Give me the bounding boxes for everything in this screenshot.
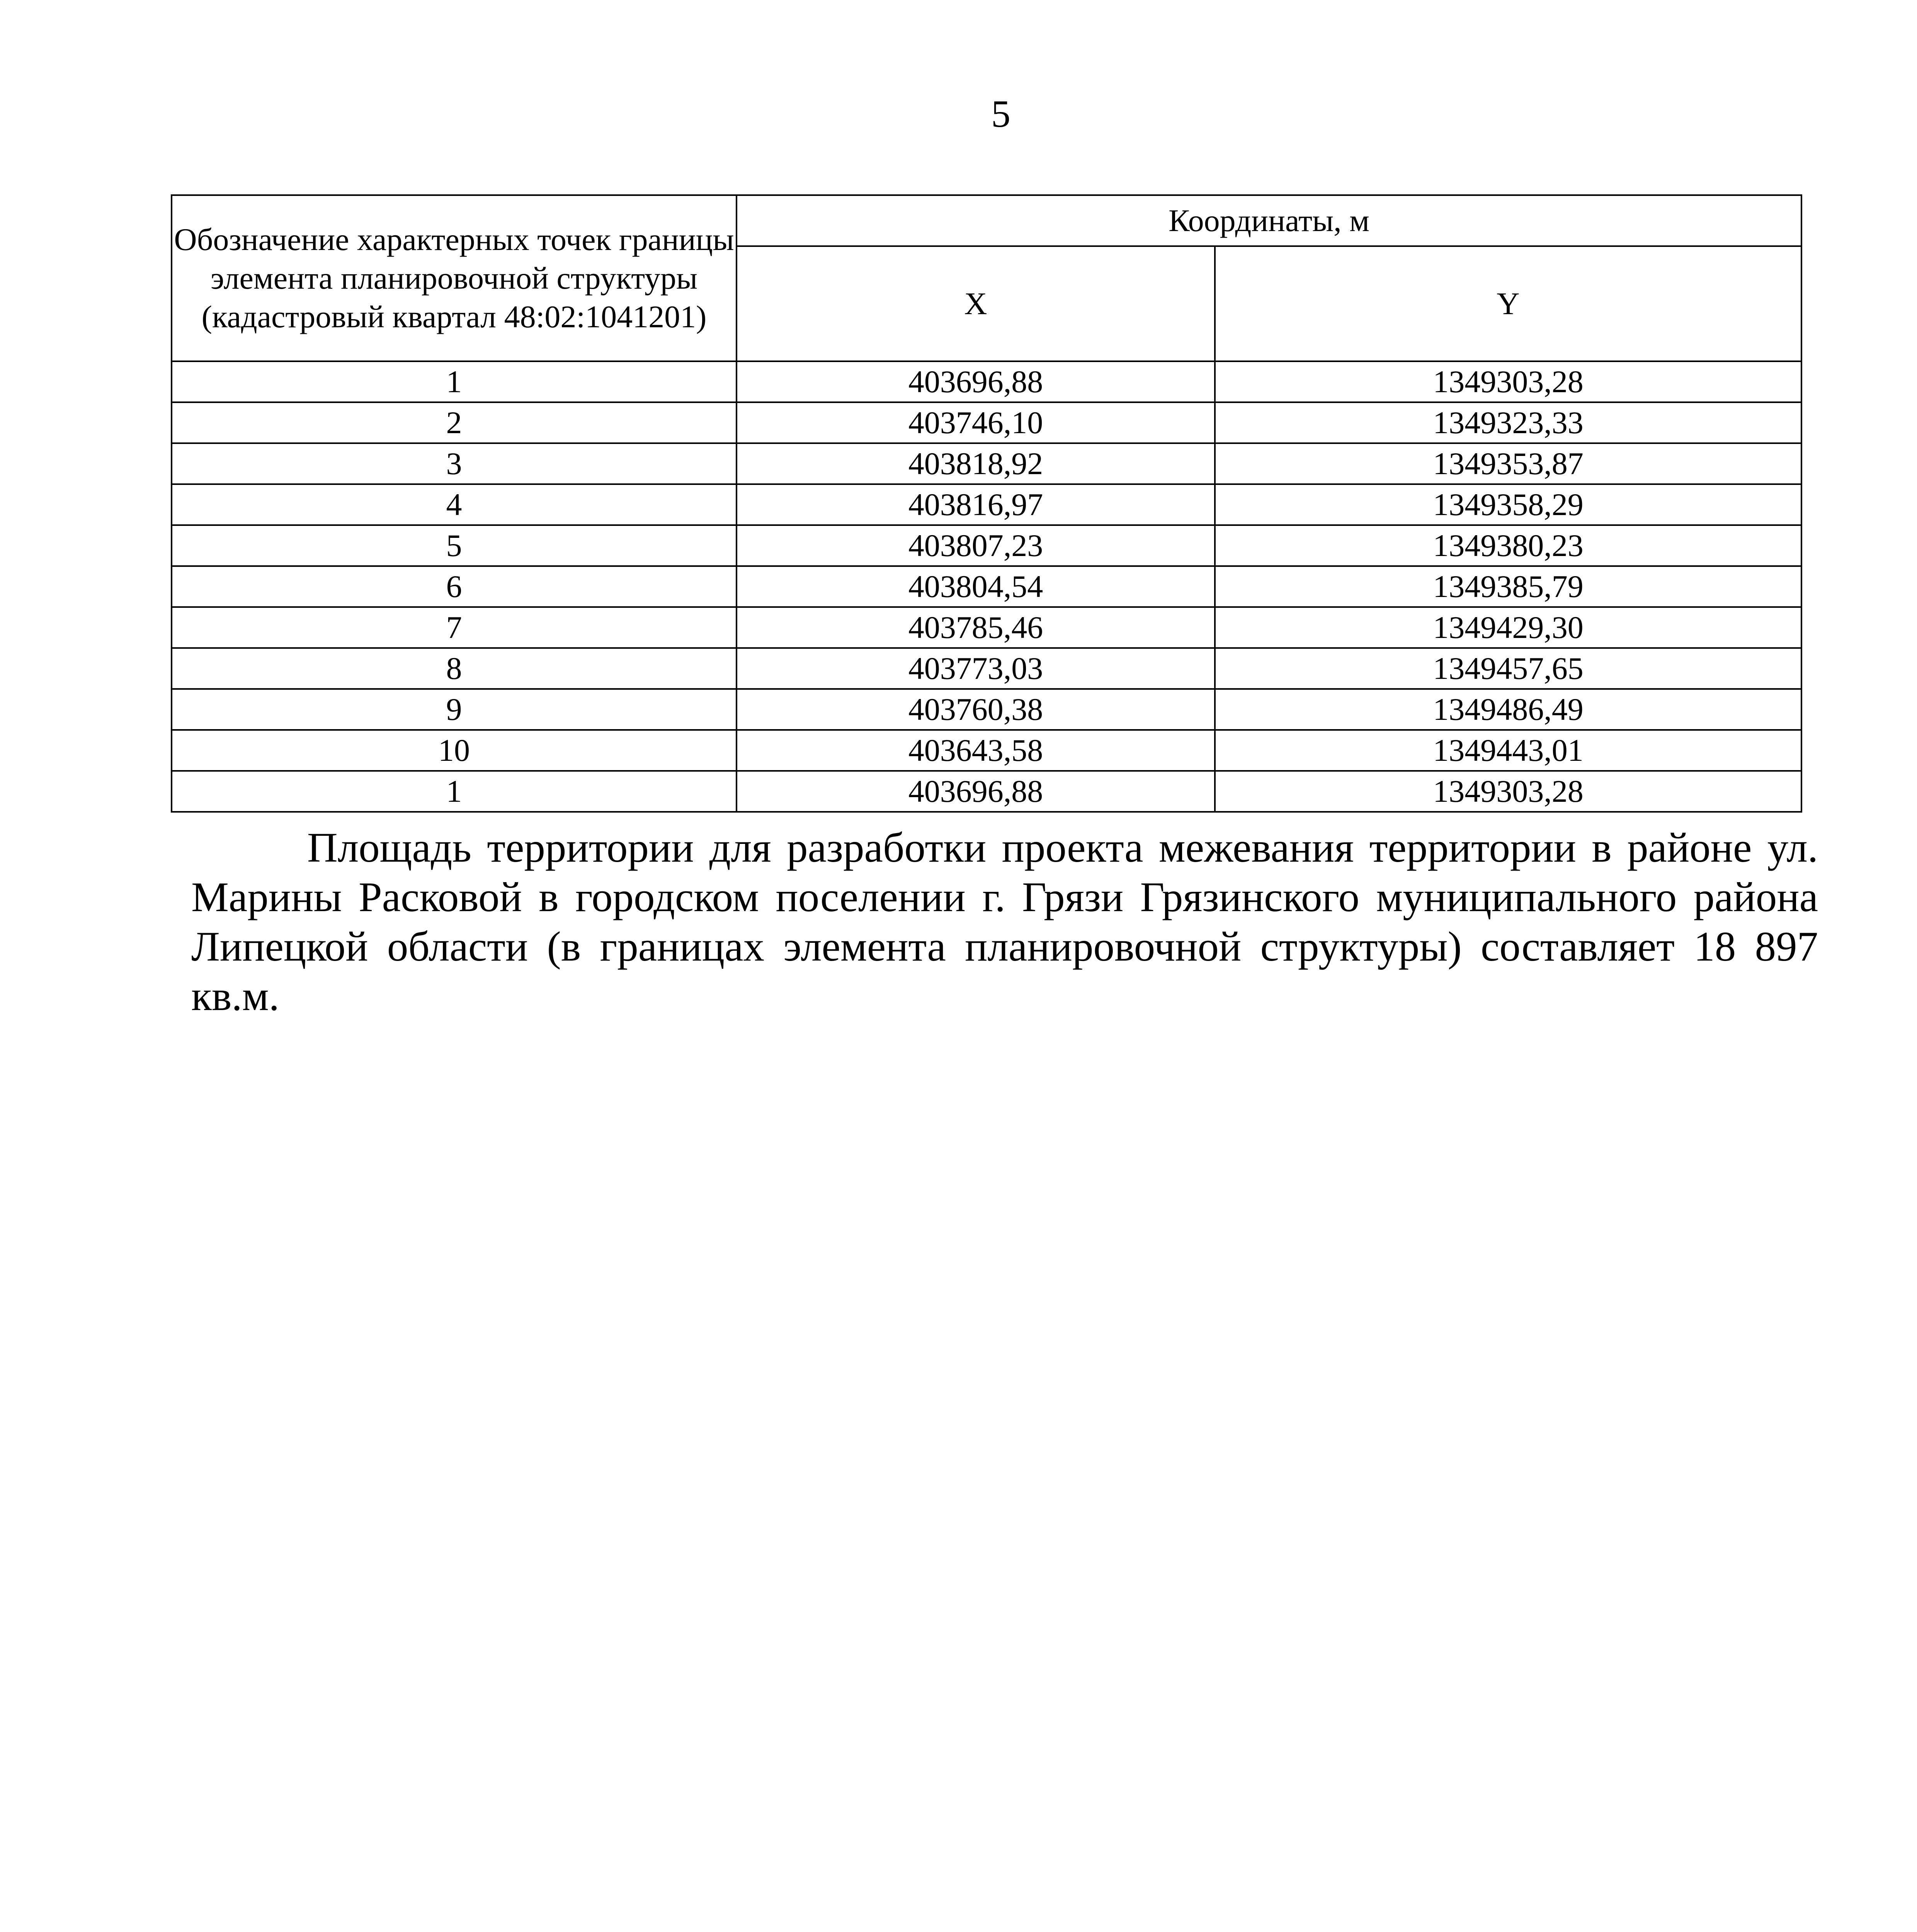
y-cell: 1349323,33	[1215, 402, 1801, 443]
y-cell: 1349457,65	[1215, 648, 1801, 689]
point-cell: 10	[172, 730, 737, 771]
x-cell: 403818,92	[737, 443, 1215, 484]
x-cell: 403773,03	[737, 648, 1215, 689]
table-row	[172, 730, 1801, 771]
y-cell: 1349303,28	[1215, 771, 1801, 812]
coordinates-table	[171, 194, 1802, 813]
point-cell: 5	[172, 525, 737, 566]
point-cell: 7	[172, 607, 737, 648]
table-row	[172, 607, 1801, 648]
y-cell: 1349358,29	[1215, 484, 1801, 525]
point-cell: 1	[172, 771, 737, 812]
y-cell: 1349385,79	[1215, 566, 1801, 607]
header-point-designation: Обозначение характерных точек границы элемента планировочной структуры (кадастровый квартал 48:02:1041201)	[172, 195, 737, 361]
table-row	[172, 402, 1801, 443]
table-row	[172, 771, 1801, 812]
x-cell: 403807,23	[737, 525, 1215, 566]
header-y: Y	[1215, 246, 1801, 361]
point-cell: 2	[172, 402, 737, 443]
table-row	[172, 443, 1801, 484]
table-row	[172, 566, 1801, 607]
header-x: X	[737, 246, 1215, 361]
point-cell: 1	[172, 361, 737, 402]
table-row	[172, 648, 1801, 689]
x-cell: 403804,54	[737, 566, 1215, 607]
table-header-row	[172, 195, 1801, 246]
table-row	[172, 689, 1801, 730]
point-cell: 8	[172, 648, 737, 689]
y-cell: 1349443,01	[1215, 730, 1801, 771]
header-coordinates: Координаты, м	[737, 195, 1801, 246]
table-row	[172, 484, 1801, 525]
y-cell: 1349303,28	[1215, 361, 1801, 402]
y-cell: 1349486,49	[1215, 689, 1801, 730]
x-cell: 403696,88	[737, 771, 1215, 812]
x-cell: 403746,10	[737, 402, 1215, 443]
x-cell: 403760,38	[737, 689, 1215, 730]
y-cell: 1349429,30	[1215, 607, 1801, 648]
x-cell: 403696,88	[737, 361, 1215, 402]
table-row	[172, 525, 1801, 566]
point-cell: 4	[172, 484, 737, 525]
table-row	[172, 361, 1801, 402]
point-cell: 9	[172, 689, 737, 730]
point-cell: 3	[172, 443, 737, 484]
x-cell: 403816,97	[737, 484, 1215, 525]
page-number: 5	[991, 92, 1010, 135]
area-paragraph: Площадь территории для разработки проекта межевания территории в районе ул. Марины Расковой в городском поселении г. Грязи Грязинского муниципального района Липецкой области (в границах элемента планировочной структуры) составляет 18 897 кв.м.	[191, 824, 1818, 1019]
y-cell: 1349380,23	[1215, 525, 1801, 566]
y-cell: 1349353,87	[1215, 443, 1801, 484]
point-cell: 6	[172, 566, 737, 607]
x-cell: 403785,46	[737, 607, 1215, 648]
x-cell: 403643,58	[737, 730, 1215, 771]
